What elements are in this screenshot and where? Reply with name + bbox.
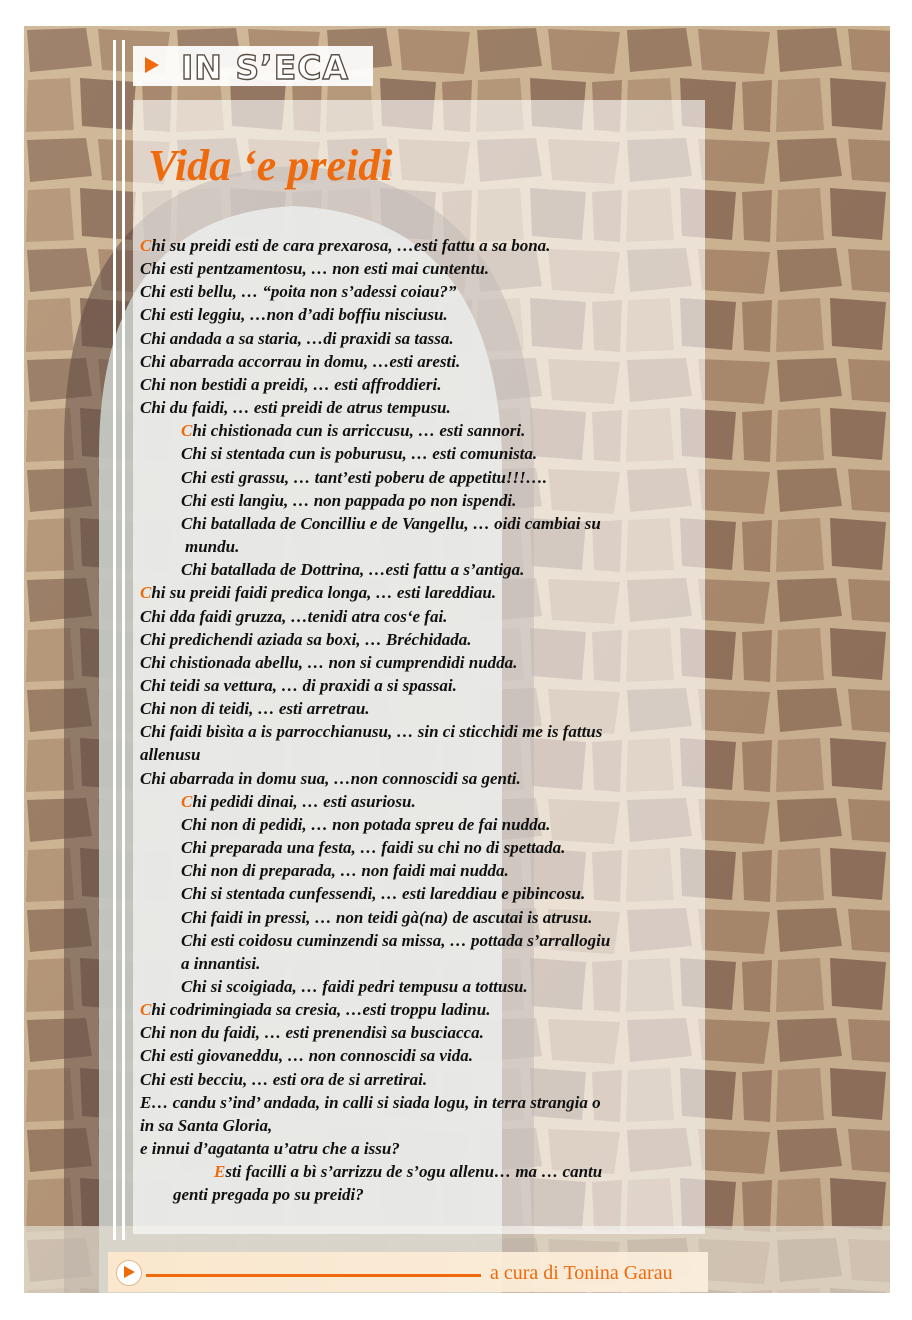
poem-line-text: hi su preidi esti de cara prexarosa, …esti fattu a sa bona. (151, 236, 551, 255)
poem-line (140, 790, 715, 813)
drop-letter: E (214, 1162, 226, 1182)
poem-line-text: Chi chistionada abellu, … non si cumprendidi nudda. (140, 652, 518, 672)
poem-title: Vida ‘e preidi (148, 141, 393, 190)
poem-line (140, 720, 715, 743)
poem-line (140, 442, 715, 465)
poem-line-text: Chi esti becciu, … esti ora de si arretirai. (140, 1069, 428, 1089)
poem-line-text: Chi esti giovaneddu, … non connoscidi sa vida. (140, 1046, 473, 1066)
poem-line (140, 280, 715, 303)
poem-line-text: Chi dda faidi gruzza, …tenidi atra cos‘e fai. (140, 606, 448, 626)
poem-line-text: in sa Santa Gloria, (140, 1115, 273, 1135)
poem-line-text: e innui d’agatanta u’atru che a issu? (140, 1139, 400, 1159)
poem-line (140, 882, 715, 905)
poem-line-text: Chi esti pentzamentosu, … non esti mai cuntentu. (140, 259, 490, 279)
poem-line (140, 303, 715, 326)
poem-line (140, 1114, 715, 1137)
poem-line-text: Chi esti bellu, … “poita non s’adessi coiau?” (140, 282, 457, 302)
poem-line (140, 581, 715, 604)
poem-line (140, 906, 715, 929)
poem-line (140, 859, 715, 882)
section-title: IN S’ECA (181, 48, 349, 87)
section-header (133, 46, 373, 86)
footer-divider (146, 1274, 481, 1277)
poem-line-text: Chi andada a sa staria, …di praxidi sa tassa. (140, 328, 454, 348)
play-arrow-icon (124, 1266, 135, 1278)
poem-line (140, 836, 715, 859)
poem-body (140, 234, 715, 1207)
poem-line-text: Chi non di pedidi, … non potada spreu de fai nudda. (181, 814, 551, 834)
drop-letter: C (140, 236, 152, 255)
poem-line (140, 1068, 715, 1091)
poem-line (140, 489, 715, 512)
poem-line (140, 1021, 715, 1044)
play-arrow-icon (145, 57, 159, 73)
poem-line-text: Chi faidi bisìta a is parrocchianusu, … sin ci sticchidi me is fattus (140, 722, 603, 742)
drop-letter: C (140, 583, 152, 603)
poem-line (140, 952, 715, 975)
poem-line (140, 558, 715, 581)
footer-bar (108, 1252, 708, 1292)
poem-line-text: Chi si stentada cunfessendi, … esti lareddiau e pibincosu. (181, 884, 586, 904)
poem-line (140, 605, 715, 628)
poem-line-text: Chi abarrada accorrau in domu, …esti aresti. (140, 351, 461, 371)
poem-line (140, 697, 715, 720)
poem-line-text: Chi preparada una festa, … faidi su chi no di spettada. (181, 838, 566, 858)
poem-line (140, 1183, 715, 1206)
drop-letter: C (140, 1000, 152, 1020)
poem-line (140, 1044, 715, 1067)
poem-line (140, 743, 715, 766)
decorative-line-right (122, 40, 125, 1240)
poem-line-text: allenusu (140, 745, 201, 765)
poem-line (140, 373, 715, 396)
poem-line (140, 929, 715, 952)
poem-line-text: hi chistionada cun is arriccusu, … esti sannori. (192, 421, 526, 441)
poem-line (140, 1091, 715, 1114)
poem-line-text: E… candu s’ind’ andada, in calli si siada logu, in terra strangia o (140, 1092, 601, 1112)
poem-line-text: Chi batallada de Dottrina, …esti fattu a s’antiga. (181, 560, 525, 580)
poem-line (140, 998, 715, 1021)
poem-line (140, 767, 715, 790)
poem-line-text: Chi esti langiu, … non pappada po non ispendi. (181, 490, 517, 510)
poem-line (140, 350, 715, 373)
poem-line-text: sti facilli a bì s’arrizzu de s’ogu allenu… ma … cantu (225, 1162, 603, 1182)
poem-line-text: hi su preidi faidi predica longa, … esti lareddiau. (151, 583, 497, 603)
poem-line-text: Chi predichendi aziada sa boxi, … Bréchidada. (140, 629, 472, 649)
poem-line-text: Chi teidi sa vettura, … di praxidi a si spassai. (140, 675, 457, 695)
poem-line (140, 651, 715, 674)
poem-line-text: Chi batallada de Concilliu e de Vangellu, … oidi cambiai su (181, 513, 601, 533)
poem-line (140, 1160, 715, 1183)
poem-line-text: hi codrimingiada sa cresia, …esti troppu ladinu. (151, 1000, 491, 1020)
poem-line-text: Chi esti grassu, … tant’esti poberu de appetitu!!!…. (181, 467, 548, 487)
poem-line-text: a innantisi. (181, 953, 261, 973)
poem-line-text: Chi esti leggiu, …non d’adi boffiu nisciusu. (140, 305, 448, 325)
poem-line (140, 674, 715, 697)
poem-line-text: Chi abarrada in domu sua, …non connoscidi sa genti. (140, 768, 521, 788)
poem-line (140, 813, 715, 836)
poem-line-text: Chi esti coidosu cuminzendi sa missa, … pottada s’arrallogiu (181, 930, 611, 950)
poem-line-text: Chi non di preparada, … non faidi mai nudda. (181, 861, 509, 881)
poem-line (140, 466, 715, 489)
poem-line (140, 975, 715, 998)
poem-line (140, 327, 715, 350)
poem-line-text: Chi faidi in pressi, … non teidi gà(na) de ascutai is atrusu. (181, 907, 593, 927)
poem-line (140, 535, 715, 558)
drop-letter: C (181, 791, 193, 811)
poem-line-text: Chi si scoigiada, … faidi pedri tempusu a tottusu. (181, 977, 528, 996)
poem-line (140, 234, 715, 257)
decorative-line-left (113, 40, 116, 1240)
poem-line (140, 396, 715, 419)
poem-line (140, 628, 715, 651)
poem-line (140, 1137, 715, 1160)
poem-line (140, 419, 715, 442)
poem-line (140, 257, 715, 280)
drop-letter: C (181, 421, 193, 441)
poem-line-text: mundu. (185, 537, 240, 557)
poem-line-text: hi pedidi dinai, … esti asuriosu. (192, 791, 416, 811)
poem-line-text: Chi si stentada cun is poburusu, … esti comunista. (181, 444, 538, 464)
poem-line-text: Chi non du faidi, … esti prenendisì sa busciacca. (140, 1023, 484, 1043)
poem-line-text: Chi non bestidi a preidi, … esti affroddieri. (140, 374, 442, 394)
poem-line-text: Chi non di teidi, … esti arretrau. (140, 699, 370, 719)
poem-line-text: Chi du faidi, … esti preidi de atrus tempusu. (140, 398, 451, 418)
author-credit: a cura di Tonina Garau (490, 1262, 673, 1284)
poem-line (140, 512, 715, 535)
poem-line-text: genti pregada po su preidi? (173, 1185, 364, 1205)
